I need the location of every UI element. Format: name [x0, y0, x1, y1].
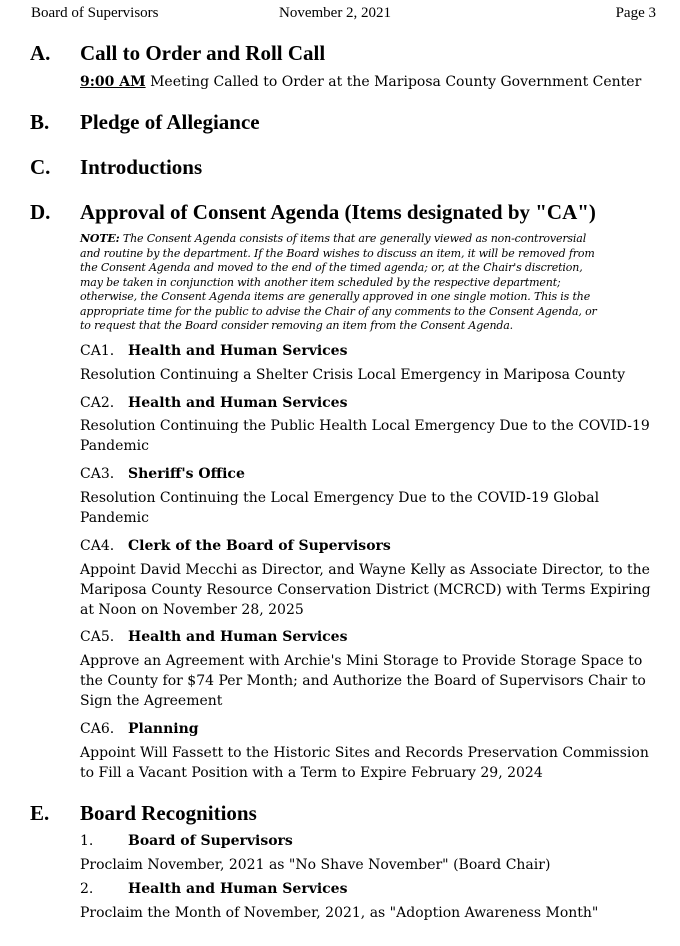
item-number: CA5.	[80, 629, 115, 645]
header-page-number: Page 3	[615, 5, 656, 21]
section-letter: A.	[30, 41, 51, 65]
item-description	[80, 365, 664, 385]
item-number: CA2.	[80, 395, 115, 411]
section-title: Approval of Consent Agenda (Items designated by "CA")	[80, 200, 596, 224]
agenda-item-ca4	[80, 536, 391, 556]
description-line: Proclaim the Month of November, 2021, as "Adoption Awareness Month"	[80, 905, 599, 921]
section-a-heading	[30, 39, 664, 67]
item-department: Health and Human Services	[128, 395, 348, 411]
item-department: Board of Supervisors	[128, 833, 293, 849]
section-b-heading	[30, 108, 664, 136]
section-c-heading	[30, 153, 664, 181]
meeting-description: Meeting Called to Order at the Mariposa County Government Center	[145, 74, 642, 90]
note-line: otherwise, the Consent Agenda items are generally approved in one single motion. This is the	[80, 290, 591, 303]
item-number: CA1.	[80, 343, 115, 359]
description-line: Appoint Will Fassett to the Historic Sites and Records Preservation Commission	[80, 745, 649, 761]
item-description	[80, 855, 664, 875]
item-number: 1.	[80, 833, 94, 849]
note-line: appropriate time for the public to advise the Chair of any comments to the Consent Agenda, or	[80, 304, 597, 318]
description-line: Appoint David Mecchi as Director, and Wayne Kelly as Associate Director, to the	[80, 562, 650, 578]
item-description	[80, 651, 664, 711]
section-title: Pledge of Allegiance	[80, 110, 260, 134]
item-number: CA3.	[80, 466, 115, 482]
agenda-item-ca5	[80, 627, 347, 647]
item-department: Clerk of the Board of Supervisors	[128, 538, 391, 554]
section-letter: E.	[30, 801, 50, 825]
section-a-text	[80, 72, 664, 92]
item-description	[80, 560, 664, 620]
description-line: the County for $74 Per Month; and Authorize the Board of Supervisors Chair to	[80, 673, 646, 689]
meeting-time: 9:00 AM	[80, 74, 146, 90]
description-line: at Noon on November 28, 2025	[80, 602, 304, 618]
agenda-item-ca2	[80, 393, 347, 413]
recognition-item-1	[80, 831, 293, 851]
note-line: The Consent Agenda consists of items that are generally viewed as non-controversial	[119, 232, 587, 245]
section-letter: D.	[30, 200, 51, 224]
header-date: November 2, 2021	[279, 5, 392, 21]
note-line: may be taken in conjunction with another item scheduled by the respective department;	[80, 275, 561, 289]
section-title: Introductions	[80, 155, 203, 179]
description-line: Resolution Continuing the Public Health Local Emergency Due to the COVID-19	[80, 418, 650, 434]
item-description	[80, 903, 664, 923]
description-line: Resolution Continuing a Shelter Crisis Local Emergency in Mariposa County	[80, 367, 626, 383]
section-letter: C.	[30, 155, 51, 179]
note-line: to request that the Board consider removing an item from the Consent Agenda.	[80, 319, 514, 332]
description-line: Sign the Agreement	[80, 693, 223, 709]
description-line: Pandemic	[80, 510, 149, 526]
section-title: Call to Order and Roll Call	[80, 41, 326, 65]
item-department: Planning	[128, 721, 199, 737]
section-letter: B.	[30, 110, 50, 134]
note-line: the Consent Agenda and moved to the end of the timed agenda; or, at the Chair's discretion,	[80, 261, 583, 274]
item-description	[80, 488, 664, 528]
item-description	[80, 416, 664, 456]
note-line: and routine by the department. If the Board wishes to discuss an item, it will be removed from	[80, 246, 595, 260]
header-board-name: Board of Supervisors	[31, 5, 159, 21]
agenda-item-ca3	[80, 464, 245, 484]
description-line: Pandemic	[80, 438, 149, 454]
section-e-heading	[30, 799, 664, 827]
note-label: NOTE:	[80, 232, 120, 245]
item-number: CA6.	[80, 721, 115, 737]
item-number: CA4.	[80, 538, 115, 554]
item-department: Health and Human Services	[128, 881, 348, 897]
description-line: Proclaim November, 2021 as "No Shave November" (Board Chair)	[80, 857, 551, 873]
agenda-item-ca6	[80, 719, 199, 739]
item-department: Sheriff's Office	[128, 466, 245, 482]
item-description	[80, 743, 664, 783]
section-title: Board Recognitions	[80, 801, 257, 825]
item-department: Health and Human Services	[128, 343, 348, 359]
recognition-item-2	[80, 879, 347, 899]
description-line: to Fill a Vacant Position with a Term to Expire February 29, 2024	[80, 765, 543, 781]
item-department: Health and Human Services	[128, 629, 348, 645]
description-line: Approve an Agreement with Archie's Mini Storage to Provide Storage Space to	[80, 653, 643, 669]
item-number: 2.	[80, 881, 94, 897]
consent-agenda-note	[80, 232, 654, 334]
agenda-item-ca1	[80, 341, 347, 361]
section-d-heading	[30, 198, 664, 226]
description-line: Resolution Continuing the Local Emergency Due to the COVID-19 Global	[80, 490, 600, 506]
description-line: Mariposa County Resource Conservation District (MCRCD) with Terms Expiring	[80, 582, 651, 598]
